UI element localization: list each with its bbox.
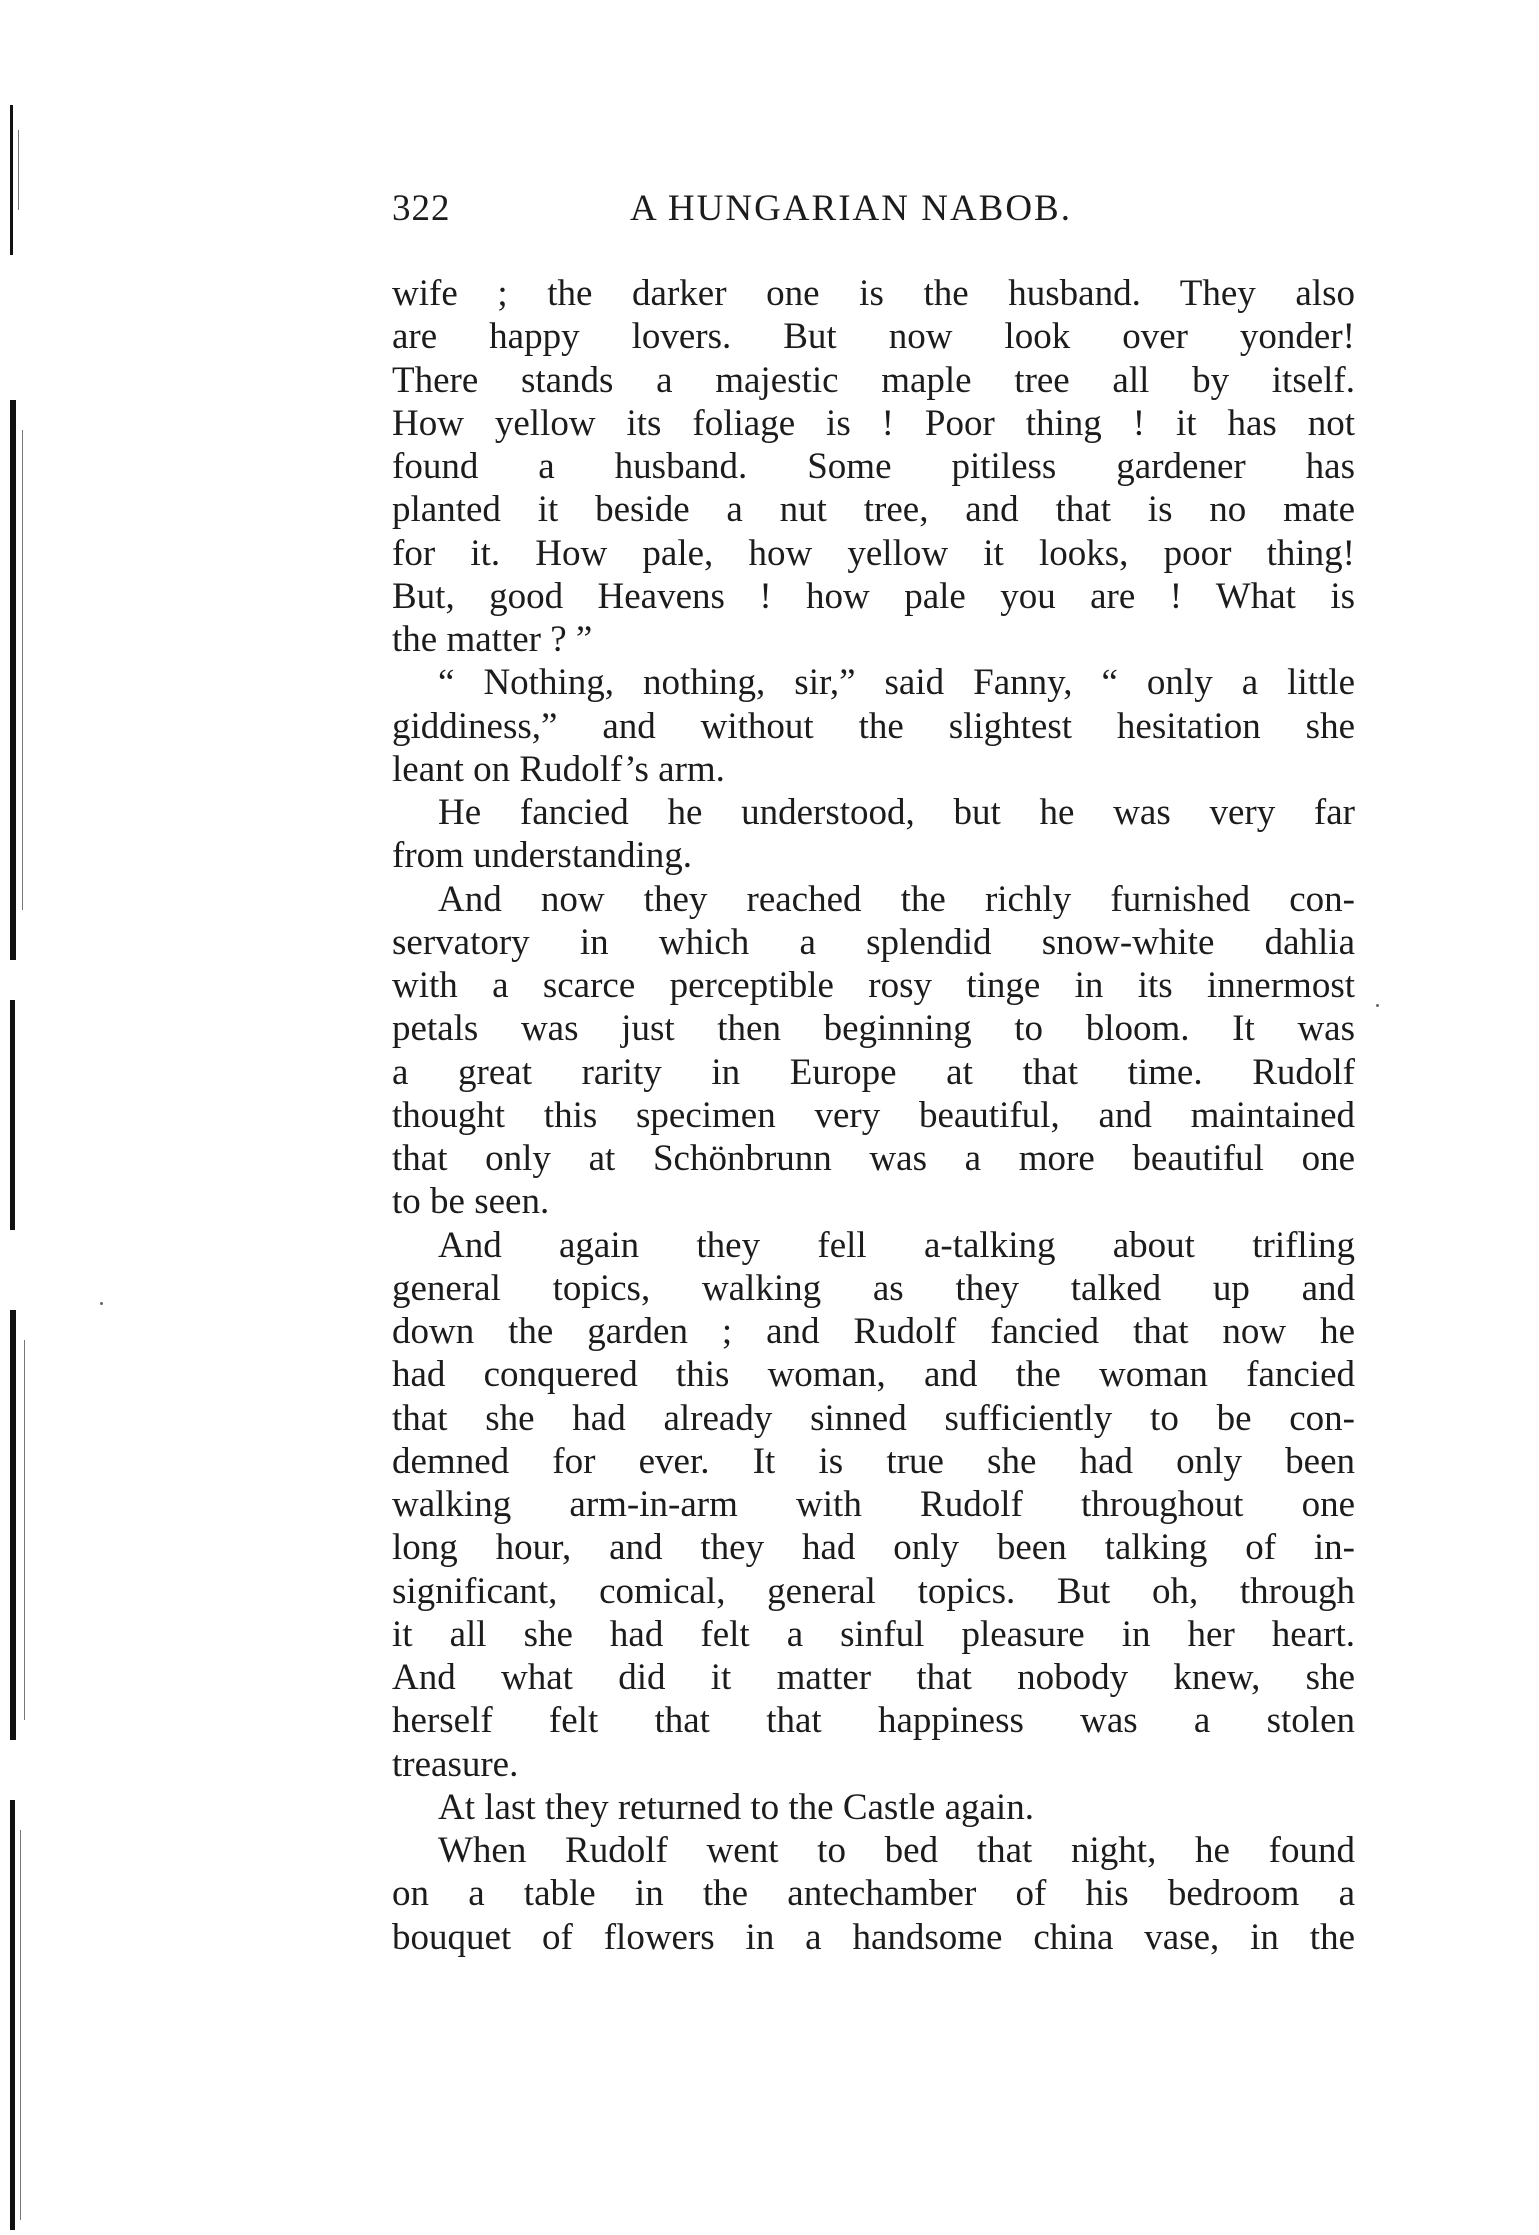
- text-line: How yellow its foliage is ! Poor thing ! it has not: [392, 402, 1355, 444]
- scan-edge-mark: [24, 1340, 25, 1720]
- page-number: 322: [392, 188, 451, 229]
- text-line: planted it beside a nut tree, and that is no mate: [392, 489, 1355, 531]
- scan-edge-mark: [10, 1000, 15, 1230]
- text-line: petals was just then beginning to bloom. It was: [392, 1008, 1355, 1050]
- text-line: giddiness,” and without the slightest hesitation she: [392, 705, 1355, 747]
- text-line: treasure.: [392, 1743, 519, 1785]
- text-line: had conquered this woman, and the woman fancied: [392, 1354, 1355, 1396]
- text-line: general topics, walking as they talked up and: [392, 1267, 1355, 1309]
- scan-speck: [1376, 1004, 1379, 1007]
- scan-speck: [100, 1302, 103, 1305]
- text-line: for it. How pale, how yellow it looks, poor thing!: [392, 532, 1355, 574]
- text-line: with a scarce perceptible rosy tinge in its innermost: [392, 965, 1355, 1006]
- text-line: down the garden ; and Rudolf fancied that now he: [392, 1311, 1355, 1352]
- text-line: When Rudolf went to bed that night, he found: [438, 1830, 1355, 1871]
- text-line: from understanding.: [392, 835, 693, 877]
- text-line: “ Nothing, nothing, sir,” said Fanny, “ only a little: [438, 662, 1355, 704]
- text-line: At last they returned to the Castle again.: [438, 1786, 1034, 1828]
- text-line: thought this specimen very beautiful, and maintained: [392, 1094, 1355, 1136]
- text-line: servatory in which a splendid snow-white dahlia: [392, 921, 1355, 963]
- text-line: that she had already sinned sufficiently to be con-: [392, 1397, 1355, 1439]
- text-line: are happy lovers. But now look over yonder!: [392, 316, 1355, 358]
- text-line: the matter ? ”: [392, 619, 593, 660]
- body-text: [392, 272, 1355, 1959]
- text-line: But, good Heavens ! how pale you are ! What is: [392, 575, 1355, 617]
- text-line: leant on Rudolf’s arm.: [392, 748, 725, 790]
- scan-edge-mark: [10, 1310, 16, 1740]
- text-line: on a table in the antechamber of his bedroom a: [392, 1873, 1355, 1915]
- text-line: a great rarity in Europe at that time. Rudolf: [392, 1051, 1355, 1093]
- scan-edge-mark: [20, 1830, 21, 2220]
- text-line: significant, comical, general topics. But oh, through: [392, 1570, 1355, 1612]
- text-line: And what did it matter that nobody knew, she: [392, 1657, 1355, 1698]
- scan-edge-mark: [10, 400, 16, 960]
- text-line: He fancied he understood, but he was very far: [438, 792, 1355, 833]
- text-line: found a husband. Some pitiless gardener has: [392, 446, 1355, 487]
- text-line: wife ; the darker one is the husband. They also: [392, 273, 1355, 314]
- text-line: bouquet of flowers in a handsome china vase, in the: [392, 1916, 1355, 1958]
- text-line: it all she had felt a sinful pleasure in her heart.: [392, 1613, 1355, 1655]
- scan-edge-mark: [22, 430, 23, 910]
- text-line: that only at Schönbrunn was a more beautiful one: [392, 1138, 1355, 1179]
- text-line: to be seen.: [392, 1181, 550, 1223]
- scan-edge-mark: [10, 1800, 15, 2230]
- text-line: herself felt that that happiness was a stolen: [392, 1700, 1355, 1742]
- text-line: And again they fell a-talking about trifling: [438, 1224, 1355, 1266]
- text-line: demned for ever. It is true she had only been: [392, 1440, 1355, 1482]
- running-title: A HUNGARIAN NABOB.: [630, 188, 1072, 229]
- scan-edge-mark: [10, 105, 13, 255]
- text-line: walking arm-in-arm with Rudolf throughout one: [392, 1484, 1355, 1525]
- page-header: [392, 187, 1355, 241]
- text-line: long hour, and they had only been talking of in-: [392, 1527, 1355, 1569]
- text-line: And now they reached the richly furnished con-: [438, 878, 1355, 920]
- text-line: There stands a majestic maple tree all by itself.: [392, 359, 1355, 401]
- scan-edge-mark: [18, 130, 19, 210]
